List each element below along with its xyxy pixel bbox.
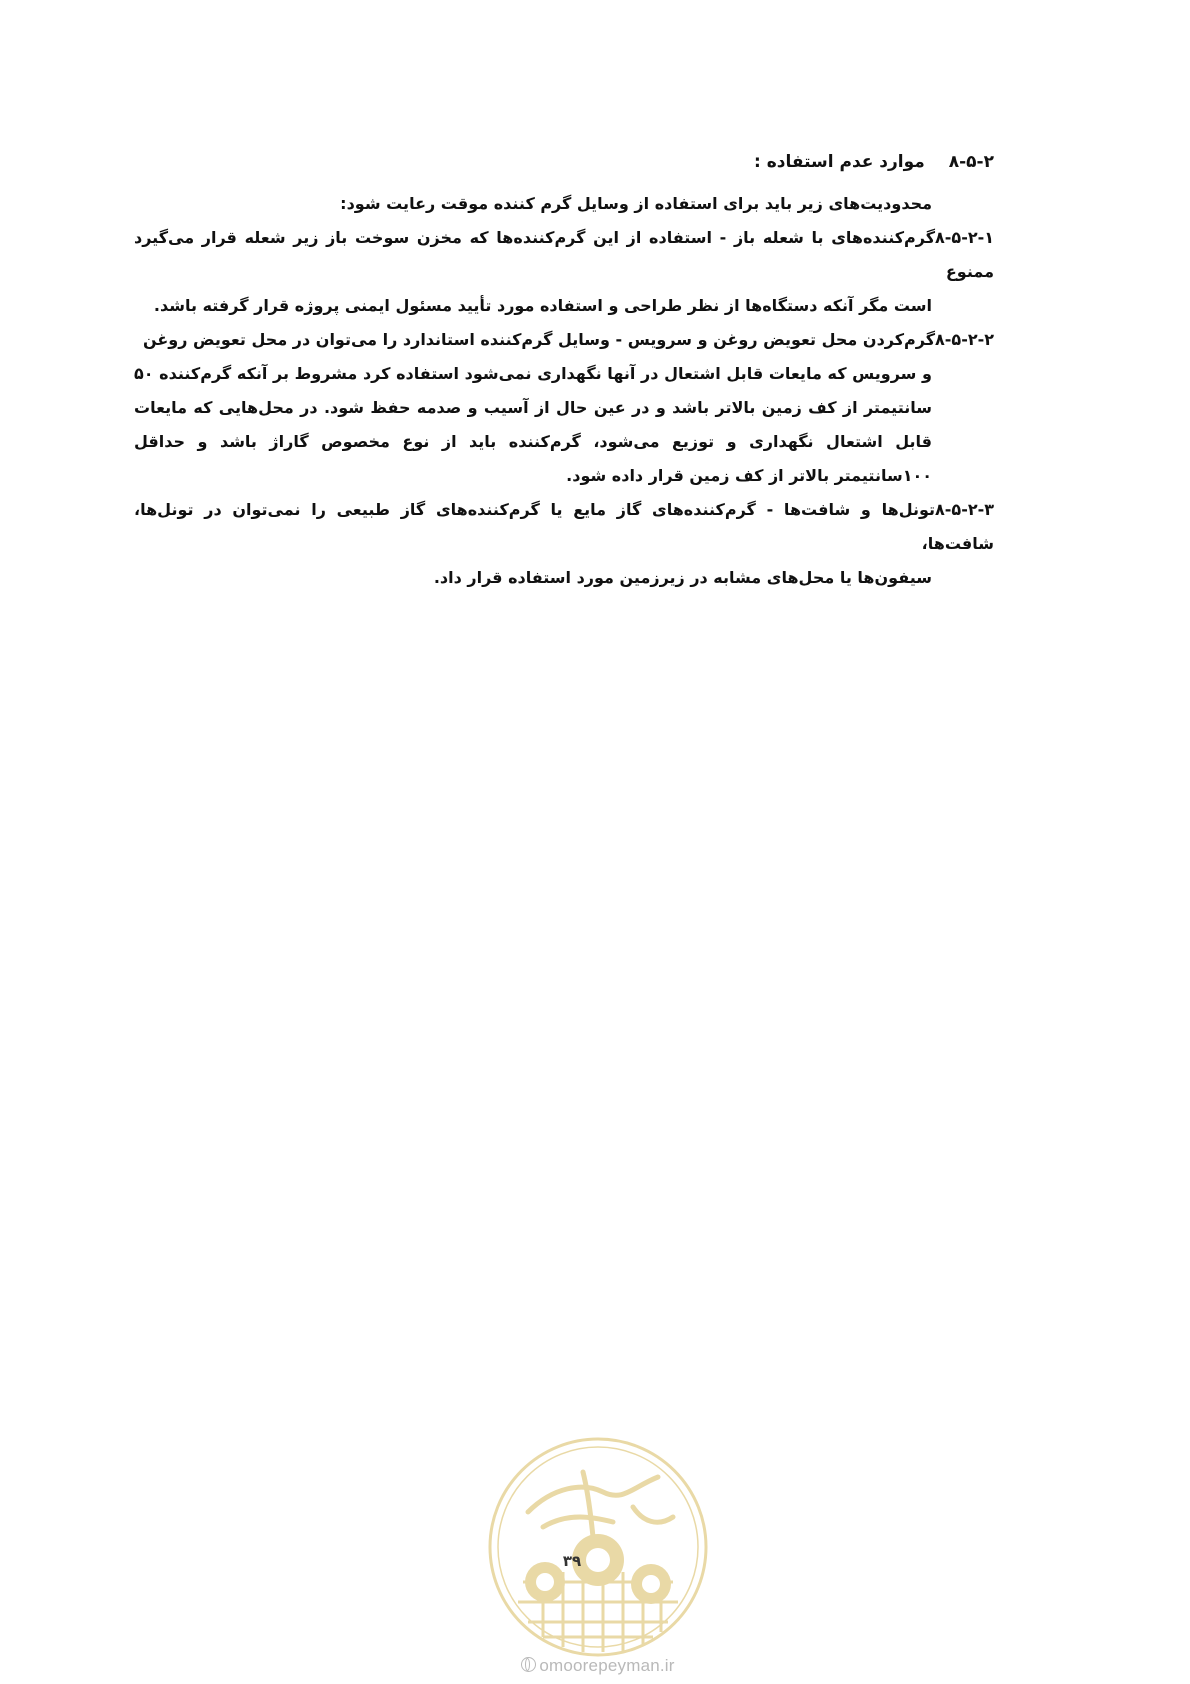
watermark-seal-logo <box>483 1432 713 1662</box>
item-continuation: و سرویس که مایعات قابل اشتعال در آنها نگهداری نمی‌شود استفاده کرد مشروط بر آنکه گرم‌کننده ۵۰ سانتیمتر از کف زمین بالاتر باشد و در عین حال از آسیب و صدمه حفظ شود. در محل‌هایی که مایعات قابل اشتعال نگهداری و توزیع می‌شود، گرم‌کننده باید از نوع مخصوص گاراژ باشد و حداقل ۱۰۰سانتیمتر بالاتر از کف زمین قرار داده شود. <box>134 364 932 485</box>
item-first-line: گرم‌کننده‌های با شعله باز - استفاده از این گرم‌کننده‌ها که مخزن سوخت باز زیر شعله قرار می‌گیرد ممنوع <box>134 228 994 281</box>
list-item <box>134 323 994 493</box>
intro-paragraph: محدودیت‌های زیر باید برای استفاده از وسایل گرم کننده موقت رعایت شود: <box>340 194 932 213</box>
site-watermark-text: omoorepeyman.ir <box>539 1656 675 1675</box>
item-first-line: تونل‌ها و شافت‌ها - گرم‌کننده‌های گاز مایع یا گرم‌کننده‌های گاز طبیعی را نمی‌توان در تونل‌ها، شافت‌ها، <box>134 500 994 553</box>
section-heading <box>134 145 994 179</box>
site-watermark <box>488 1656 708 1676</box>
item-first-line: گرم‌کردن محل تعویض روغن و سرویس - وسایل گرم‌کننده استاندارد را می‌توان در محل تعویض روغن <box>142 330 936 349</box>
document-body <box>134 145 994 595</box>
section-heading-title: موارد عدم استفاده : <box>753 152 925 172</box>
item-continuation: سیفون‌ها یا محل‌های مشابه در زیرزمین مورد استفاده قرار داد. <box>433 568 932 587</box>
item-number: ۸-۵-۲-۱ <box>935 228 994 247</box>
list-item <box>134 493 994 595</box>
list-item <box>134 221 994 323</box>
globe-icon <box>521 1657 536 1672</box>
item-number: ۸-۵-۲-۳ <box>935 500 994 519</box>
section-heading-number: ۸-۵-۲ <box>948 152 994 172</box>
page-number: ۳۹ <box>562 1552 582 1570</box>
item-continuation: است مگر آنکه دستگاه‌ها از نظر طراحی و استفاده مورد تأیید مسئول ایمنی پروژه قرار گرفته باشد. <box>153 296 932 315</box>
item-number: ۸-۵-۲-۲ <box>935 330 994 349</box>
